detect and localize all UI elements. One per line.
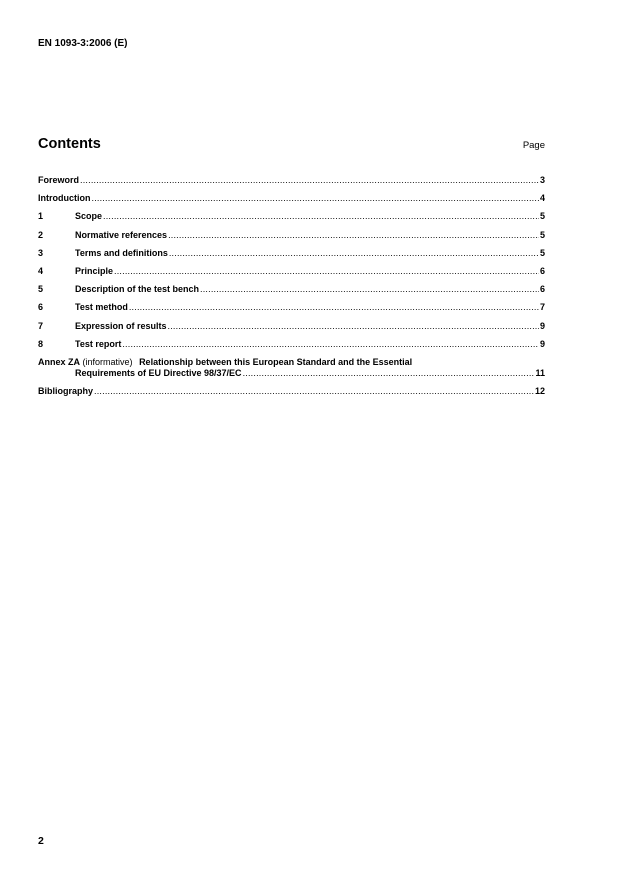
dot-leader bbox=[103, 211, 539, 222]
toc-entry-number: 6 bbox=[38, 302, 44, 313]
toc-entry-introduction[interactable] bbox=[38, 193, 545, 204]
dot-leader bbox=[168, 321, 539, 332]
toc-entry-title: Expression of results bbox=[75, 320, 167, 331]
toc-entry-page: 4 bbox=[539, 193, 545, 204]
toc-entry-title: Principle bbox=[75, 265, 114, 276]
toc-entry-number: 1 bbox=[38, 211, 44, 222]
dot-leader bbox=[114, 266, 539, 277]
toc-entry-number: 4 bbox=[38, 265, 44, 276]
table-of-contents bbox=[38, 175, 545, 404]
page-number: 2 bbox=[38, 835, 44, 847]
page-column-label: Page bbox=[522, 140, 545, 151]
toc-entry-page: 11 bbox=[535, 367, 545, 378]
dot-leader bbox=[94, 386, 534, 397]
toc-entry-title: Introduction bbox=[38, 193, 91, 204]
toc-entry-page: 9 bbox=[539, 320, 545, 331]
toc-entry-foreword[interactable] bbox=[38, 175, 545, 186]
annex-qualifier: (informative) bbox=[82, 356, 133, 367]
toc-entry-expression-of-results[interactable] bbox=[38, 321, 545, 332]
toc-entry-title: Description of the test bench bbox=[75, 284, 200, 295]
toc-entry-number: 2 bbox=[38, 229, 44, 240]
dot-leader bbox=[243, 368, 535, 379]
dot-leader bbox=[122, 339, 539, 350]
toc-entry-page: 12 bbox=[534, 386, 545, 397]
toc-entry-number: 8 bbox=[38, 338, 44, 349]
toc-entry-normative-references[interactable] bbox=[38, 230, 545, 241]
dot-leader bbox=[80, 175, 539, 186]
toc-entry-page: 6 bbox=[539, 284, 545, 295]
toc-entry-test-report[interactable] bbox=[38, 339, 545, 350]
dot-leader bbox=[168, 230, 539, 241]
annex-title-line1: Relationship between this European Standard and the Essential bbox=[139, 356, 413, 367]
toc-entry-page: 5 bbox=[539, 211, 545, 222]
toc-entry-title: Foreword bbox=[38, 175, 80, 185]
toc-entry-number: 5 bbox=[38, 284, 44, 295]
dot-leader bbox=[129, 302, 539, 313]
document-id-header: EN 1093-3:2006 (E) bbox=[38, 38, 128, 49]
toc-entry-terms-and-definitions[interactable] bbox=[38, 248, 545, 259]
toc-entry-number: 3 bbox=[38, 247, 44, 258]
dot-leader bbox=[169, 248, 539, 259]
toc-entry-annex-za[interactable] bbox=[38, 357, 545, 379]
toc-entry-bibliography[interactable] bbox=[38, 386, 545, 397]
dot-leader bbox=[92, 193, 539, 204]
toc-entry-title: Scope bbox=[75, 211, 103, 222]
dot-leader bbox=[200, 284, 539, 295]
toc-entry-page: 3 bbox=[539, 175, 545, 185]
toc-entry-page: 6 bbox=[539, 265, 545, 276]
toc-entry-page: 5 bbox=[539, 229, 545, 240]
toc-entry-title: Normative references bbox=[75, 229, 168, 240]
toc-entry-description-of-test-bench[interactable] bbox=[38, 284, 545, 295]
toc-entry-page: 7 bbox=[539, 302, 545, 313]
annex-label: Annex ZA bbox=[38, 356, 81, 367]
toc-entry-principle[interactable] bbox=[38, 266, 545, 277]
toc-entry-title: Terms and definitions bbox=[75, 247, 168, 258]
toc-entry-test-method[interactable] bbox=[38, 302, 545, 313]
toc-entry-page: 5 bbox=[539, 247, 545, 258]
annex-title-line2: Requirements of EU Directive 98/37/EC bbox=[75, 367, 242, 378]
toc-entry-title: Test report bbox=[75, 338, 122, 349]
contents-heading: Contents bbox=[38, 136, 101, 152]
toc-entry-title: Test method bbox=[75, 302, 128, 313]
toc-entry-title: Bibliography bbox=[38, 386, 94, 397]
toc-entry-scope[interactable] bbox=[38, 211, 545, 222]
toc-entry-page: 9 bbox=[539, 338, 545, 349]
toc-entry-number: 7 bbox=[38, 320, 44, 331]
